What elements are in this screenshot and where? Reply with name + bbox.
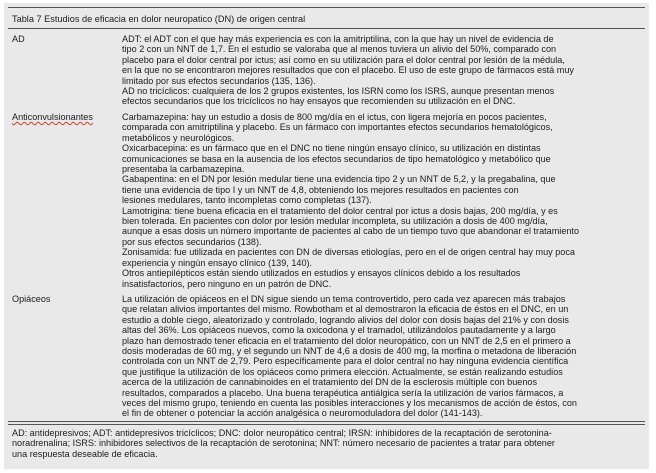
text-line: resultados, comparados a placebo. Una buena terapéutica antiálgica sería la utilización de varios fármacos, a [122,387,564,398]
text-line: experiencia y ningún ensayo clínico (139, 140). [122,257,313,268]
text-line: comparada con amitriptilina y placebo. Es un fármaco con importantes efectos secundarios hematológicos, [122,122,553,133]
divider [8,421,645,422]
row-label-anticonvulsionantes [12,112,93,122]
table-body [8,34,645,421]
text-line: comunicaciones se basa en la ausencia de los efectos secundarios de tipo hematológico y metabólico que [122,153,551,164]
text-line: Carbamazepina: hay un estudio a dosis de 800 mg/día en el ictus, con ligera mejoría en pocos pacientes, [122,112,547,122]
text-line: ADT: el ADT con el que hay más experiencia es con la amitriptilina, con la que hay un nivel de evidencia de [122,34,554,44]
footnote-line: una respuesta deseable de eficacia. [12,448,158,459]
text-line: Lamotrigina: tiene buena eficacia en el tratamiento del dolor central por ictus a dosis bajas, 200 mg/día, y es [122,205,558,216]
footnote-line: noradrenalina; ISRS: inhibidores selectivos de la recaptación de serotonina; NNT: número necesario de pacientes a tratar para obtener [12,438,555,449]
text-line: altas del 36%. Los opiáceos nuevos, como la oxicodona y el tramadol, utilizándolos pautadamente y a largo [122,325,556,336]
table-caption: Tabla 7 Estudios de eficacia en dolor neuropatico (DN) de origen central [8,7,645,29]
text-line: metabólicos y neurológicos. [122,132,235,143]
text-line: en la que no se encontraron mejores resultados que con el placebo. El uso de este grupo de fármacos está muy [122,65,574,76]
row-text-opiaceos [122,294,647,419]
text-line: por sus efectos secundarios (138). [122,236,262,247]
text-line: el fin de obtener o potenciar la acción analgésica o neuromoduladora del dolor (141-143). [122,408,483,419]
text-line: Otros antiepilépticos están siendo utilizados en estudios y ensayos clínicos debido a los resultados [122,268,521,279]
text-line: controlada con un NNT de 2,79. Pero específicamente para el dolor central no hay ninguna evidencia científica [122,356,569,367]
text-line: Gabapentina: en el DN por lesión medular tiene una evidencia tipo 2 y un NNT de 5,2, y la pregabalina, que [122,174,556,185]
text-line: veces del mismo grupo, teniendo en cuenta las posibles interacciones y los mecanismos de acción de éstos, con [122,398,577,409]
divider [8,424,645,425]
row-text-anticonvulsionantes [122,112,647,289]
text-line: dosis moderadas de 60 mg, y el segundo un NNT de 4,6 a dosis de 400 mg, la morfina o metadona de liberación [122,346,577,357]
text-line: La utilización de opiáceos en el DN sigue siendo un tema controvertido, pero cada vez aparecen más trabajos [122,294,566,304]
text-line: que justifique la utilización de los opiáceos como primera elección. Actualmente, se están realizando estudios [122,366,563,377]
text-line: que relatan alivios importantes del mismo. Rowbotham et al demostraron la eficacia de éstos en el DNC, en un [122,304,569,315]
text-line: AD no tricíclicos: cualquiera de los 2 grupos existentes, los ISRN como los ISRS, aunque presentan menos [122,86,555,97]
text-line: tiene una evidencia de tipo I y un NNT de 4,8, obteniendo los mejores resultados en pacientes con [122,184,519,195]
text-line: tipo 2 con un NNT de 1,7. En el estudio se valoraba que al menos tuviera un alivio del 50%, comparado con [122,44,557,55]
text-line: Oxicarbacepina: es un fármaco que en el DNC no tiene ningún ensayo clínico, su utilización en distintas [122,143,541,154]
text-line: estudio a doble ciego, aleatorizado y controlado, logrando alivios del dolor con dosis bajas del 21% y con dosis [122,314,569,325]
text-line: lesiones medulares, tanto incompletas como completas (137). [122,195,372,206]
text-line: efectos secundarios que los tricíclicos no hay ensayos que recomienden su utilización en el DNC. [122,96,516,107]
text-line: placebo para el dolor central por ictus; así como en su utilización para el dolor central por lesión de la médula, [122,54,565,65]
text-line: acerca de la utilización de cannabinoides en el tratamiento del DN de la esclerosis múltiple con buenos [122,377,538,388]
row-text-ad [122,34,647,107]
row-label-opiaceos: Opiáceos [12,294,51,304]
row-label-ad: AD [12,34,25,44]
table-7 [4,3,649,469]
text-line: insatisfactorios, pero ninguno en un patrón de DNC. [122,278,332,289]
footnote-line: AD: antidepresivos; ADT: antidepresivos tricíclicos; DNC: dolor neuropático central; IRSN: inhibidores de la recaptación de serotonina- [12,428,552,438]
text-line: bien tolerada. En pacientes con dolor por lesión medular incompleta, su utilización a dosis de 400 mg/día, [122,216,548,227]
text-line: Zonisamida: fue utilizada en pacientes con DN de diversas etiologías, pero en el de origen central hay muy poca [122,247,575,258]
text-line: limitado por sus efectos secundarios (135, 136). [122,75,316,86]
table-footnote [12,428,644,459]
text-line: aunque a esas dosis un número importante de pacientes al cabo de un tiempo tuvo que abandonar el tratamiento [122,226,580,237]
text-line: presentaba la carbamazepina. [122,164,245,175]
label-text: Anticonvulsionantes [12,112,93,122]
text-line: plazo han demostrado tener eficacia en el tratamiento del dolor neuropático, con un NNT de 2,5 en el primero a [122,335,571,346]
